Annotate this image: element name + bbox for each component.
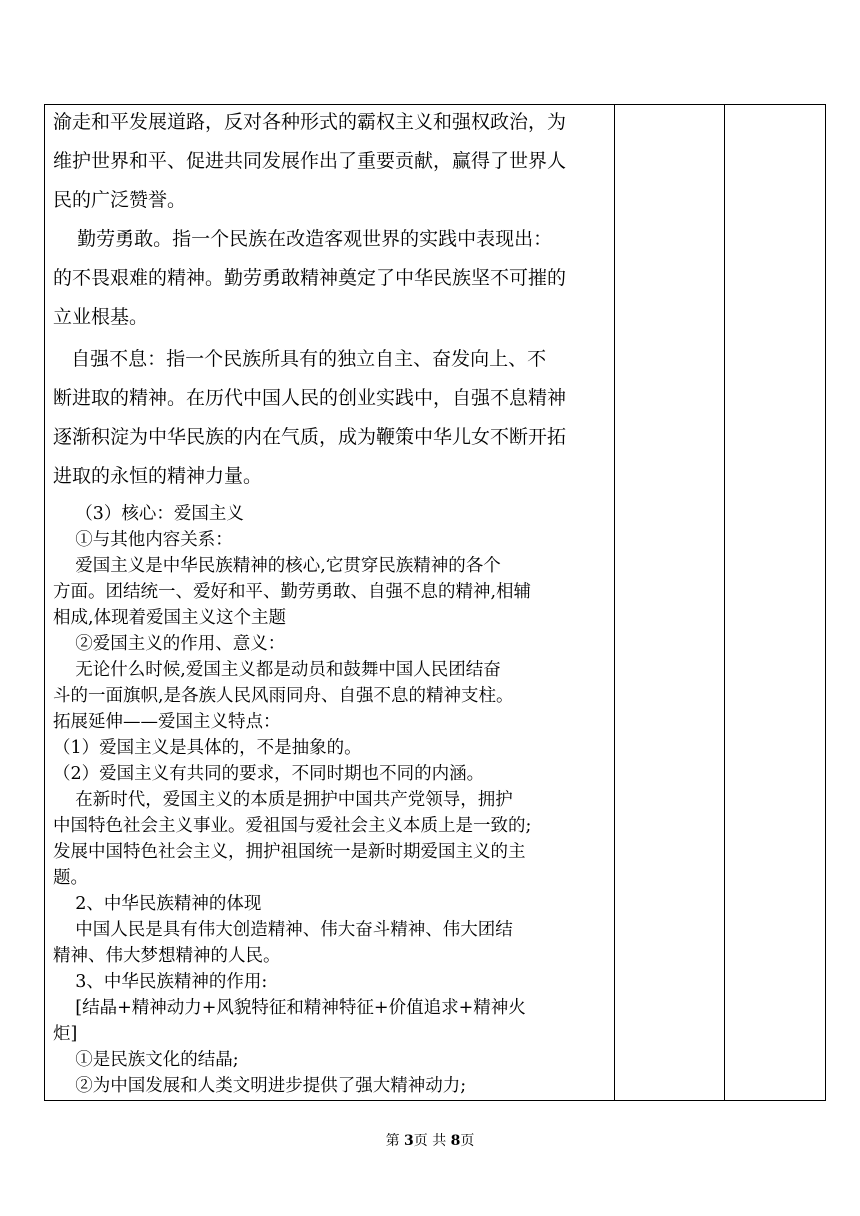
text-line: 相成,体现着爱国主义这个主题 — [53, 608, 287, 628]
text-line: [结晶+精神动力+风貌特征和精神特征+价值追求+精神火 — [53, 998, 526, 1018]
text-line: 2、中华民族精神的体现 — [53, 894, 262, 914]
text-line: 发展中国特色社会主义，拥护祖国统一是新时期爱国主义的主 — [53, 842, 526, 862]
text-line: 维护世界和平、促进共同发展作出了重要贡献，赢得了世界人 — [53, 150, 567, 172]
text-line: 炬] — [53, 1024, 78, 1044]
text-line: 中国特色社会主义事业。爱祖国与爱社会主义本质上是一致的; — [53, 816, 532, 836]
text-line: ②爱国主义的作用、意义： — [53, 634, 286, 654]
text-line: 渝走和平发展道路，反对各种形式的霸权主义和强权政治，为 — [53, 111, 567, 133]
footer-page-number: 3 — [404, 1133, 414, 1149]
text-line: ①与其他内容关系： — [53, 530, 233, 550]
text-line: 断进取的精神。在历代中国人民的创业实践中，自强不息精神 — [53, 387, 567, 409]
text-line: 的不畏艰难的精神。勤劳勇敢精神奠定了中华民族坚不可摧的 — [53, 267, 567, 289]
column-divider-2 — [724, 105, 725, 1100]
text-line: 题。 — [53, 868, 88, 888]
text-line: 进取的永恒的精神力量。 — [53, 465, 263, 487]
text-line: 无论什么时候,爱国主义都是动员和鼓舞中国人民团结奋 — [53, 660, 501, 680]
footer-suffix: 页 — [460, 1133, 475, 1149]
text-line: 3、中华民族精神的作用: — [53, 972, 268, 992]
text-line: 勤劳勇敢。指一个民族在改造客观世界的实践中表现出： — [53, 228, 553, 250]
text-line: 立业根基。 — [53, 306, 149, 328]
footer-prefix: 第 — [385, 1133, 405, 1149]
text-line: 拓展延伸——爱国主义特点： — [53, 712, 281, 732]
text-line: 自强不息：指一个民族所具有的独立自主、奋发向上、不 — [53, 348, 547, 370]
text-line: 民的广泛赞誉。 — [53, 189, 187, 211]
footer-middle: 页 共 — [413, 1133, 451, 1149]
text-line: ①是民族文化的结晶; — [53, 1050, 239, 1070]
column-divider-1 — [614, 105, 615, 1100]
text-line: （2）爱国主义有共同的要求，不同时期也不同的内涵。 — [53, 764, 485, 784]
page-footer — [0, 1130, 860, 1150]
footer-total-pages: 8 — [450, 1133, 461, 1149]
text-line: ②为中国发展和人类文明进步提供了强大精神动力; — [53, 1076, 467, 1096]
text-line: 方面。团结统一、爱好和平、勤劳勇敢、自强不息的精神,相辅 — [53, 582, 532, 602]
text-line: 在新时代，爱国主义的本质是拥护中国共产党领导，拥护 — [53, 790, 513, 810]
text-line: 逐渐积淀为中华民族的内在气质，成为鞭策中华儿女不断开拓 — [53, 426, 567, 448]
text-line: （1）爱国主义是具体的，不是抽象的。 — [53, 738, 362, 758]
text-line: 中国人民是具有伟大创造精神、伟大奋斗精神、伟大团结 — [53, 920, 513, 940]
text-line: 爱国主义是中华民族精神的核心,它贯穿民族精神的各个 — [53, 556, 501, 576]
text-line: （3）核心：爱国主义 — [53, 504, 244, 524]
text-line: 斗的一面旗帜,是各族人民风雨同舟、自强不息的精神支柱。 — [53, 686, 514, 706]
text-line: 精神、伟大梦想精神的人民。 — [53, 946, 281, 966]
